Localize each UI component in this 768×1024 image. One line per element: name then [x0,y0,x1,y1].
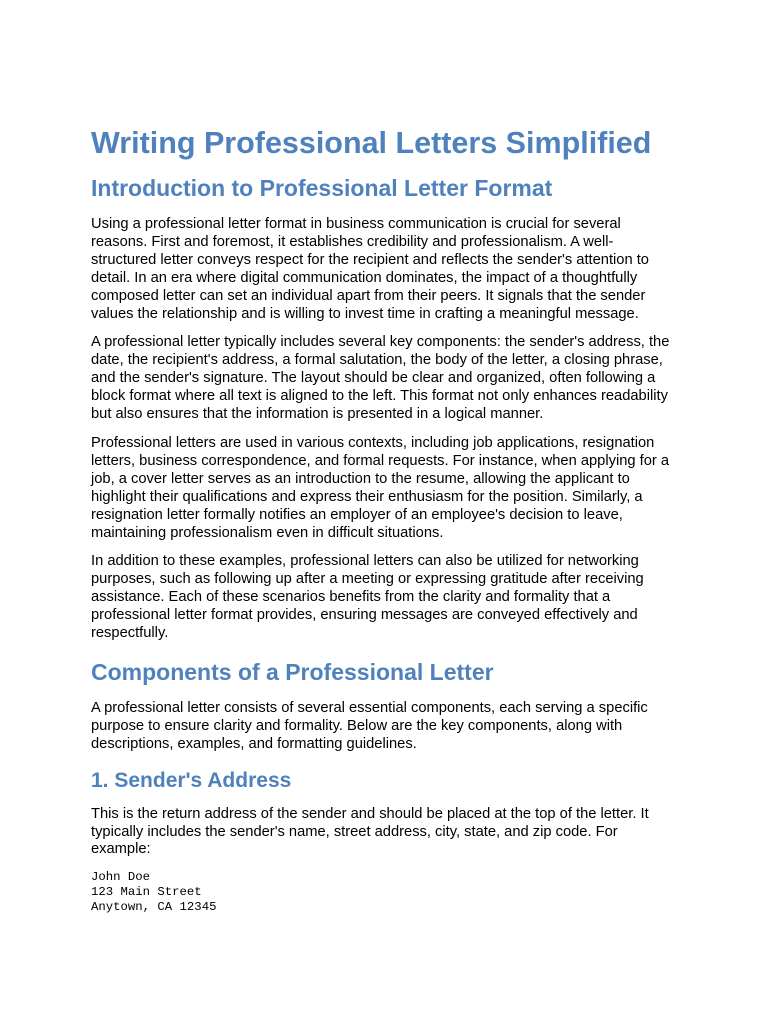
section-heading-components: Components of a Professional Letter [91,658,494,685]
address-example-line: Anytown, CA 12345 [91,900,217,915]
intro-paragraph-4: In addition to these examples, professional letters can also be utilized for networking purposes, such as following up after a meeting or expressing gratitude after receiving assistance. Each of these scenarios benefits from the clarity and formality that a professional letter format provides, ensuring messages are conveyed effectively and respectfully. [91,553,644,642]
subsection-heading-senders-address: 1. Sender's Address [91,768,292,792]
address-example-line: John Doe [91,870,151,885]
address-example-line: 123 Main Street [91,885,202,900]
document-title: Writing Professional Letters Simplified [91,126,652,160]
address-example-block [91,870,677,915]
intro-paragraph-2: A professional letter typically includes several key components: the sender's address, the date, the recipient's address, a formal salutation, the body of the letter, a closing phrase, and the sender's signature. The layout should be clear and organized, often following a block format where all text is aligned to the left. This format not only enhances readability but also ensures that the information is presented in a logical manner. [91,334,670,423]
document-page [91,124,677,915]
senders-address-paragraph: This is the return address of the sender and should be placed at the top of the letter. It typically includes the sender's name, street address, city, state, and zip code. For example: [91,805,649,858]
intro-paragraph-1: Using a professional letter format in business communication is crucial for several reasons. First and foremost, it establishes credibility and professionalism. A well-structured letter conveys respect for the recipient and reflects the sender's attention to detail. In an era where digital communication dominates, the impact of a thoughtfully composed letter can set an individual apart from their peers. It signals that the sender values the relationship and is willing to invest time in crafting a meaningful message. [91,216,649,322]
components-paragraph-1: A professional letter consists of several essential components, each serving a specific purpose to ensure clarity and formality. Below are the key components, along with descriptions, examples, and formatting guidelines. [91,699,648,752]
section-heading-introduction: Introduction to Professional Letter Format [91,175,553,201]
intro-paragraph-3: Professional letters are used in various contexts, including job applications, resignation letters, business correspondence, and formal requests. For instance, when applying for a job, a cover letter serves as an introduction to the resume, allowing the applicant to highlight their qualifications and express their enthusiasm for the position. Similarly, a resignation letter formally notifies an employer of an employee's decision to leave, maintaining professionalism even in difficult situations. [91,434,670,541]
